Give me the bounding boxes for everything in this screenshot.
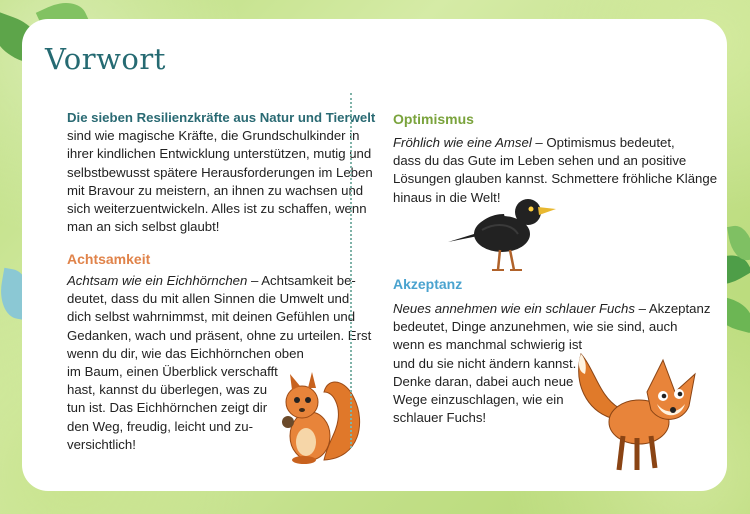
optimismus-line: – Optimismus bedeutet, [531, 135, 675, 150]
heading-akzeptanz: Akzeptanz [393, 276, 463, 292]
achtsamkeit-line: Gedanken, wach und präsent, ohne zu urteilen. Erst [67, 327, 372, 343]
akzeptanz-line: Wege einzuschlagen, wie ein [393, 392, 564, 408]
column-divider [350, 93, 352, 448]
akzeptanz-line: und du sie nicht ändern kannst. [393, 355, 577, 371]
fox-illustration [565, 340, 705, 475]
optimismus-line: Lösungen glauben kannst. Schmettere fröhliche Klänge [393, 171, 718, 187]
achtsamkeit-line: den Weg, freudig, leicht und zu- [67, 418, 253, 434]
achtsamkeit-line: im Baum, einen Überblick verschafft [67, 364, 278, 380]
intro-line: man an sich selbst glaubt! [67, 219, 220, 235]
optimismus-lead: Fröhlich wie eine Amsel [393, 135, 532, 150]
heading-optimismus: Optimismus [393, 111, 474, 127]
intro-line: ihrer kindlichen Entwicklung unterstützen, mutig und [67, 146, 372, 162]
achtsamkeit-line: deutet, dass du mit allen Sinnen die Umwelt und [67, 291, 350, 307]
achtsamkeit-lead: Achtsam wie ein Eichhörnchen [67, 273, 248, 288]
intro-paragraph [67, 109, 376, 236]
akzeptanz-lead: Neues annehmen wie ein schlauer Fuchs [393, 301, 635, 316]
optimismus-line: dass du das Gute im Leben sehen und an positive [393, 153, 687, 169]
akzeptanz-line: wenn es manchmal schwierig ist [393, 337, 583, 353]
intro-line: sich weiterzuentwickeln. Alles ist zu schaffen, wenn [67, 201, 367, 217]
intro-line: sind wie magische Kräfte, die Grundschulkinder in [67, 128, 360, 144]
blackbird-illustration [442, 190, 560, 275]
achtsamkeit-line: hast, kannst du überlegen, was zu [67, 382, 268, 398]
optimismus-line: hinaus in die Welt! [393, 189, 501, 205]
akzeptanz-line: Denke daran, dabei auch neue [393, 373, 574, 389]
achtsamkeit-line: dich selbst wahrnimmst, mit deinen Gefühlen und [67, 309, 356, 325]
akzeptanz-line: schlauer Fuchs! [393, 410, 487, 426]
achtsamkeit-line: – Achtsamkeit be- [247, 273, 356, 288]
achtsamkeit-line: tun ist. Das Eichhörnchen zeigt dir [67, 400, 268, 416]
achtsamkeit-line: versichtlich! [67, 436, 136, 452]
intro-line: mit Bravour zu meistern, an ihnen zu wachsen und [67, 182, 364, 198]
heading-achtsamkeit: Achtsamkeit [67, 251, 151, 267]
akzeptanz-line: – Akzeptanz [634, 301, 711, 316]
intro-lead: Die sieben Resilienzkräfte aus Natur und Tierwelt [67, 110, 376, 125]
intro-line: selbstbewusst spätere Herausforderungen im Leben [67, 164, 373, 180]
akzeptanz-line: bedeutet, Dinge anzunehmen, wie sie sind, auch [393, 319, 678, 335]
achtsamkeit-line: wenn du dir, wie das Eichhörnchen oben [67, 345, 304, 361]
page-title: Vorwort [45, 42, 166, 76]
